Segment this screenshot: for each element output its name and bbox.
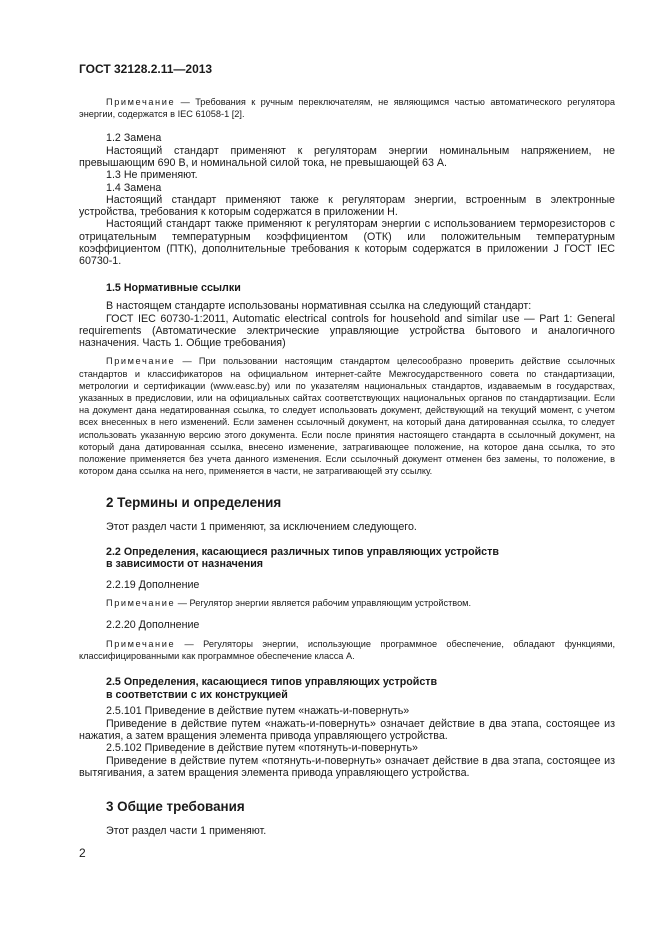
section-1-5-text-2: ГОСТ IEC 60730-1:2011, Automatic electrical controls for household and similar use — Part 1: General requirements (Автоматические электрические управляющие устройства бытового и аналогичного назначения. Часть 1. Общие требования) xyxy=(79,312,615,350)
section-2-2-title-line-2: в зависимости от назначения xyxy=(106,558,264,571)
section-2-5-102-text: Приведение в действие путем «потянуть-и-повернуть» означает действие в два этапа, состоящее из вытягивания, а затем вращения элемента привода управляющего устройства. xyxy=(79,754,615,779)
section-2-5-101-text: Приведение в действие путем «нажать-и-повернуть» означает действие в два этапа, состоящее из нажатия, а затем вращения элемента привода управляющего устройства. xyxy=(79,717,615,742)
note-dash: — xyxy=(175,356,199,367)
page-content xyxy=(79,92,615,837)
section-2-2-20: 2.2.20 Дополнение xyxy=(106,619,200,632)
note-text: Регуляторы энергии, использующие программное обеспечение, обладают функциями, классифицированными как программное обеспечение класса А. xyxy=(79,638,615,661)
note-label: Примечание xyxy=(106,97,176,107)
note-3 xyxy=(79,597,615,609)
page-header: ГОСТ 32128.2.11—2013 xyxy=(79,62,213,76)
note-text: Требования к ручным переключателям, не являющимся частью автоматического регулятора энергии, содержатся в IEC 61058-1 [2]. xyxy=(79,97,616,120)
section-1-2-text: Настоящий стандарт применяют к регуляторам энергии номинальным напряжением, не превышающим 690 В, и номинальной силой тока, не превышающей 63 А. xyxy=(79,144,615,169)
note-label: Примечание xyxy=(106,638,176,649)
section-2-5-102: 2.5.102 Приведение в действие путем «потянуть-и-повернуть» xyxy=(106,742,418,755)
section-3-text: Этот раздел части 1 применяют. xyxy=(106,825,267,838)
note-1 xyxy=(79,96,615,120)
note-dash: — xyxy=(175,638,204,649)
section-1-4-text-2: Настоящий стандарт также применяют к регуляторам энергии с использованием терморезисторов с отрицательным температурным коэффициентом (ОТК) или положительным температурным коэффициентом (ПТК), дополнительные требования к которым содержатся в приложении J ГОСТ IEC 60730-1. xyxy=(79,218,615,268)
note-4 xyxy=(79,638,615,662)
section-2-2-title-line-1: 2.2 Определения, касающиеся различных типов управляющих устройств xyxy=(106,545,499,558)
note-label: Примечание xyxy=(106,356,176,367)
section-1-3: 1.3 Не применяют. xyxy=(106,169,198,182)
section-1-5-title: 1.5 Нормативные ссылки xyxy=(106,281,241,294)
section-1-4-text-1: Настоящий стандарт применяют также к регуляторам энергии, встроенным в электронные устройства, требования к которым содержатся в приложении Н. xyxy=(79,193,615,219)
note-text: Регулятор энергии является рабочим управляющим устройством. xyxy=(189,598,472,609)
section-2-5-101: 2.5.101 Приведение в действие путем «нажать-и-повернуть» xyxy=(106,705,410,718)
note-dash: — xyxy=(175,97,196,107)
section-2-5-title-line-1: 2.5 Определения, касающиеся типов управляющих устройств xyxy=(106,676,438,689)
section-2-5-title-line-2: в соответствии с их конструкцией xyxy=(106,688,288,701)
page-number: 2 xyxy=(79,846,86,860)
note-2 xyxy=(79,355,615,477)
note-text: При пользовании настоящим стандартом целесообразно проверить действие ссылочных стандартов и классификаторов на официальном интернет-сайте Межгосударственного совета по стандартизации, метрологии и сертификации (www.easc.by) или по указателям национальных стандартов, издаваемым в государствах, указанных в предисловии, или на официальных сайтах соответствующих национальных органов по стандартизации. Если на документ дана недатированная ссылка, то следует использовать документ, действующий на текущий момент, с учетом всех внесенных в него изменений. Если заменен ссылочный документ, на который дана датированная ссылка, то следует использовать указанную версию этого документа. Если после принятия настоящего стандарта в ссылочный документ, на который дана датированная ссылка, внесено изменение, затрагивающее положение, на которое дана ссылка, то это положение применяется без учета данного изменения. Если ссылочный документ отменен без замены, то положение, в котором дана ссылка на него, применяется в части, не затрагивающей эту ссылку. xyxy=(79,356,615,477)
note-label: Примечание xyxy=(106,598,176,609)
section-2-title: 2 Термины и определения xyxy=(106,495,282,511)
section-3-title: 3 Общие требования xyxy=(106,799,245,815)
note-dash: — xyxy=(175,598,190,609)
section-2-text: Этот раздел части 1 применяют, за исключением следующего. xyxy=(106,521,417,534)
section-1-2-title: 1.2 Замена xyxy=(106,132,162,145)
section-1-4-title: 1.4 Замена xyxy=(106,181,162,194)
section-2-2-19: 2.2.19 Дополнение xyxy=(106,578,200,591)
section-1-5-text-1: В настоящем стандарте использованы нормативная ссылка на следующий стандарт: xyxy=(106,300,532,313)
